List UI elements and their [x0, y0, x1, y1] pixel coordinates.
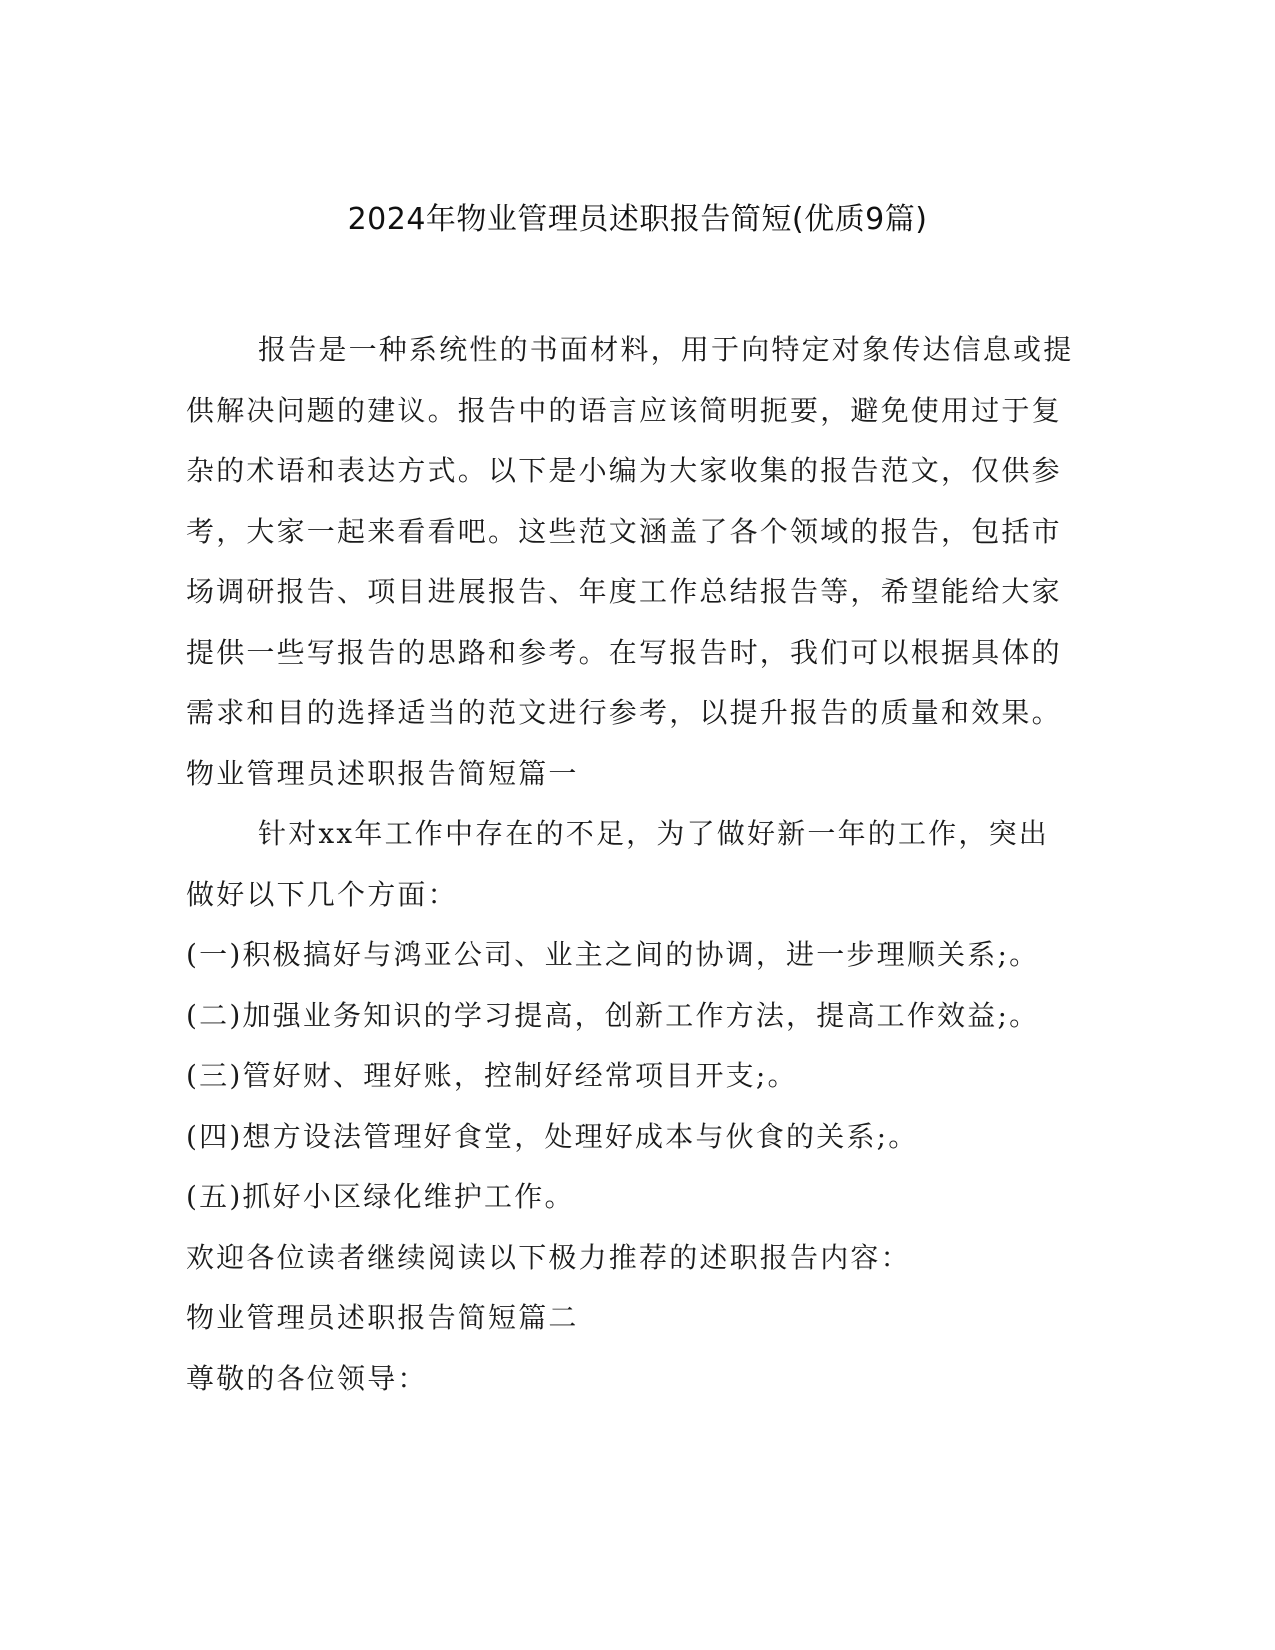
list-item: (四)想方设法管理好食堂，处理好成本与伙食的关系;。: [186, 1119, 919, 1153]
section-one-lead-paragraph: 针对xx年工作中存在的不足，为了做好新一年的工作，突出做好以下几个方面：: [186, 817, 1049, 911]
document-title: 2024年物业管理员述职报告简短(优质9篇): [347, 202, 928, 237]
list-item: (三)管好财、理好账，控制好经常项目开支;。: [186, 1059, 798, 1092]
section-two-heading: 物业管理员述职报告简短篇二: [186, 1301, 579, 1334]
list-item: (一)积极搞好与鸿亚公司、业主之间的协调，进一步理顺关系;。: [186, 938, 1040, 971]
intro-paragraph: 报告是一种系统性的书面材料，用于向特定对象传达信息或提供解决问题的建议。报告中的语言应该简明扼要，避免使用过于复杂的术语和表达方式。以下是小编为大家收集的报告范文，仅供参考，大家一起来看看吧。这些范文涵盖了各个领域的报告，包括市场调研报告、项目进展报告、年度工作总结报告等，希望能给大家提供一些写报告的思路和参考。在写报告时，我们可以根据具体的需求和目的选择适当的范文进行参考，以提升报告的质量和效果。: [186, 333, 1074, 729]
salutation: 尊敬的各位领导：: [186, 1361, 428, 1395]
document-body: [186, 320, 1076, 1409]
reader-note: 欢迎各位读者继续阅读以下极力推荐的述职报告内容：: [186, 1240, 911, 1274]
list-item: (五)抓好小区绿化维护工作。: [186, 1180, 575, 1213]
list-item: (二)加强业务知识的学习提高，创新工作方法，提高工作效益;。: [186, 998, 1040, 1032]
section-one-heading: 物业管理员述职报告简短篇一: [186, 756, 579, 790]
